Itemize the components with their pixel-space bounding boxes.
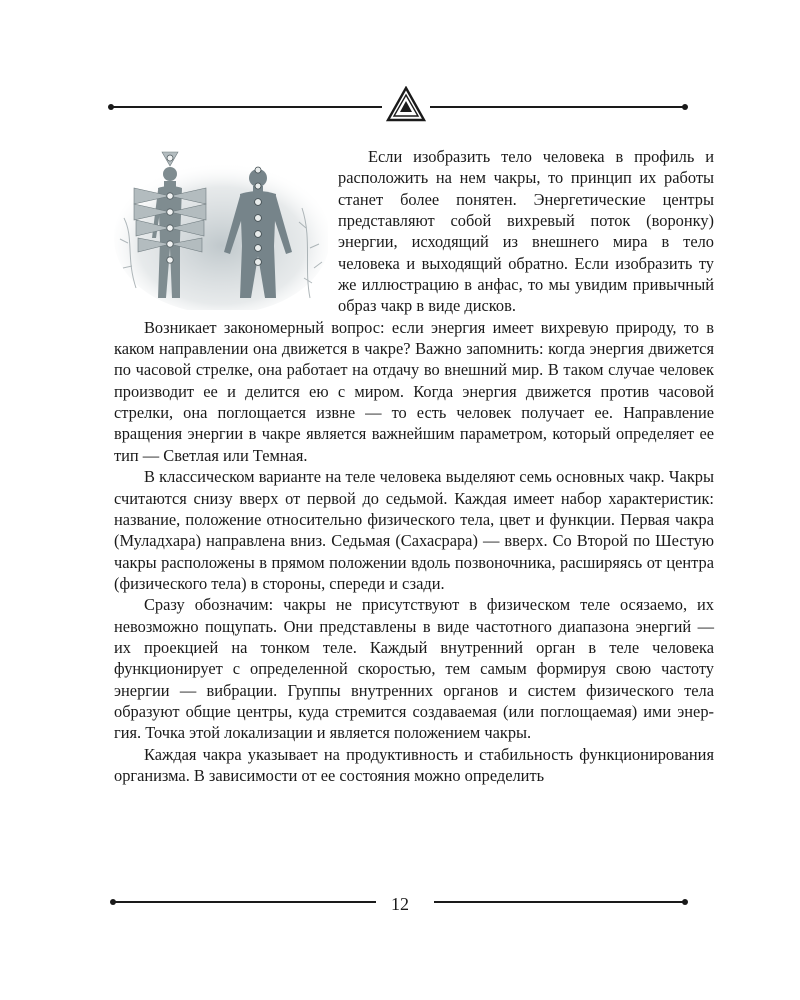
footer-rule-right-dot (682, 899, 688, 905)
page-number: 12 (391, 894, 409, 914)
triangle-ornament-icon (386, 86, 426, 122)
header-rule-right-dot (682, 104, 688, 110)
footer-rule-right (434, 901, 684, 903)
paragraph-4: Сразу обозначим: чакры не присутствуют в физическом теле осязаемо, их невозможно пощупать. Они представлены в виде частотного диапазона энергий — их проекцией на тонком теле. Каждый внутренний орган в теле человека функционирует с определенной скоростью, тем самым формируя свою частоту энергии — вибрации. Группы внутренних органов и систем физического тела образуют общие центры, куда стремится создаваемая (или поглощаемая) ими энергия. Точка этой локализации и является положением чакры. (114, 595, 714, 743)
footer-rule-left (114, 901, 376, 903)
paragraph-3: В классическом варианте на теле человека выделяют семь основных чакр. Чакры считаются снизу вверх от первой до седьмой. Каждая имеет набор характеристик: название, положение относительно физического тела, цвет и функции. Первая чакра (Муладхара) направлена вниз. Седьмая (Сахасрара) — вверх. Со Второй по Шестую чакры расположены в прямом положении вдоль позвоночника, расширяясь от центра (физического тела) в стороны, спереди и сзади. (114, 467, 714, 593)
header-rule-left (112, 106, 382, 108)
paragraph-5: Каждая чакра указывает на продуктивность и стабильность функционирования организма. В зависимости от ее состояния можно определить (114, 744, 714, 785)
chakra-figures-illustration (114, 148, 328, 310)
header-rule-right (430, 106, 684, 108)
paragraph-2: Возникает закономерный вопрос: если энергия имеет вихревую природу, то в каком направлении она движется в чакре? Важно запомнить: когда энергия движется по часовой стрелке, она работает на отдачу во внешний мир. В таком случае человек производит ее и делится ею с миром. Когда энергия движется против часовой стрелки, она поглощается извне — то есть человек получает ее. Направление вращения энергии в чакре является важнейшим параметром, который определяет ее тип — Светлая или Темная. (114, 317, 714, 465)
paragraph-1: Если изобразить тело человека в профиль и расположить на нем чакры, то принцип их работы станет более понятен. Энергетические центры представляют собой вихревый поток (воронку) энергии, исходящий из внешнего мира в тело человека и выходящий обратно. Если изобразить ту же иллюстрацию в анфас, то мы увидим привычный образ чакр в виде дисков. (338, 147, 714, 316)
page-body (114, 146, 714, 786)
